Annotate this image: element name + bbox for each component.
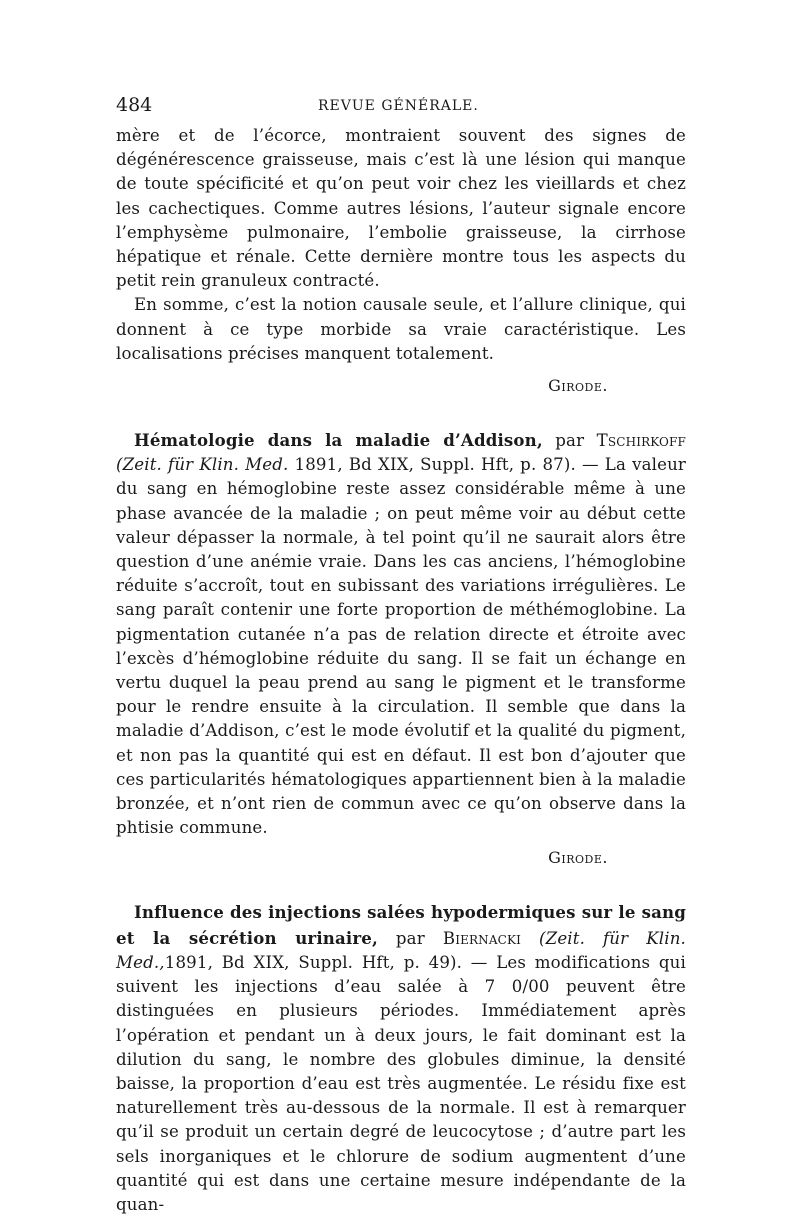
review-paragraph: [116, 900, 686, 1217]
author-signature: Girode.: [548, 848, 608, 868]
review-biernacki: [116, 900, 686, 1217]
review-author: Biernacki: [442, 928, 521, 948]
review-paragraph: [116, 428, 686, 840]
review-citation: (Zeit. für Klin. Med.,: [116, 928, 686, 972]
review-by: par: [555, 431, 585, 451]
book-page: [116, 92, 686, 1217]
page-header: [116, 92, 686, 124]
running-title: REVUE GÉNÉRALE.: [318, 98, 479, 114]
review-author: Tschirkoff: [596, 431, 686, 451]
paragraph: En somme, c’est la notion causale seule, et l’allure clinique, qui donnent à ce type morbide sa vraie caractéristique. Les localisations précises manquent totalement.: [116, 295, 686, 363]
paragraph: mère et de l’écorce, montraient souvent des signes de dégénérescence graisseuse, mais c’est là une lésion qui manque de toute spécificité et qu’on peut voir chez les vieillards et chez les cachectiques. Comme autres lésions, l’auteur signale encore l’emphysème pulmonaire, l’embolie graisseuse, la cirrhose hépatique et rénale. Cette dernière montre tous les aspects du petit rein granuleux contracté.: [116, 126, 686, 291]
review-body: — Les modifications qui suivent les injections d’eau salée à 7 0/00 peuvent être distinguées en plusieurs périodes. Immédiatement après l’opération et pendant un à deux jours, le fait dominant est la dilution du sang, le nombre des globules diminue, la densité baisse, la proportion d’eau est très augmentée. Le résidu fixe est naturellement très au-dessous de la normale. Il est à remarquer qu’il se produit un certain degré de leucocytose ; d’autre part les sels inorganiques et le chlorure de sodium augmentent d’une quantité qui est dans une certaine mesure indépendante de la quan-: [116, 952, 686, 1214]
review-title: Hématologie dans la maladie d’Addison,: [134, 430, 543, 451]
review-addison: [116, 428, 686, 870]
page-number: 484: [116, 94, 153, 116]
review-body: — La valeur du sang en hémoglobine reste assez considérable même à une phase avancée de la maladie ; on peut même voir au début cette valeur dépasser la normale, à tel point qu’il ne saurait alors être question d’une anémie vraie. Dans les cas anciens, l’hémoglobine réduite s’accroît, tout en subissant des variations irrégulières. Le sang paraît contenir une forte proportion de méthémoglobine. La pigmentation cutanée n’a pas de relation directe et étroite avec l’excès d’hémoglobine réduite du sang. Il se fait un échange en vertu duquel la peau prend au sang le pigment et le transforme pour le rendre ensuite à la circulation. Il semble que dans la maladie d’Addison, c’est le mode évolutif et la qualité du pigment, et non pas la quantité qui est en défaut. Il est bon d’ajouter que ces particularités hématologiques appartiennent bien à la maladie bronzée, et n’ont rien de commun avec ce qu’on observe dans la phtisie commune.: [116, 455, 686, 838]
review-reference: 1891, Bd XIX, Suppl. Hft, p. 87).: [294, 455, 576, 475]
review-by: par: [395, 928, 425, 948]
review-reference: 1891, Bd XIX, Suppl. Hft, p. 49).: [164, 952, 463, 972]
review-citation: (Zeit. für Klin. Med.: [116, 455, 289, 475]
review-title: Influence des injections salées hypodermiques sur le sang et la sécrétion urinaire,: [116, 902, 686, 948]
review-continuation: [116, 124, 686, 398]
author-signature: Girode.: [548, 376, 608, 396]
